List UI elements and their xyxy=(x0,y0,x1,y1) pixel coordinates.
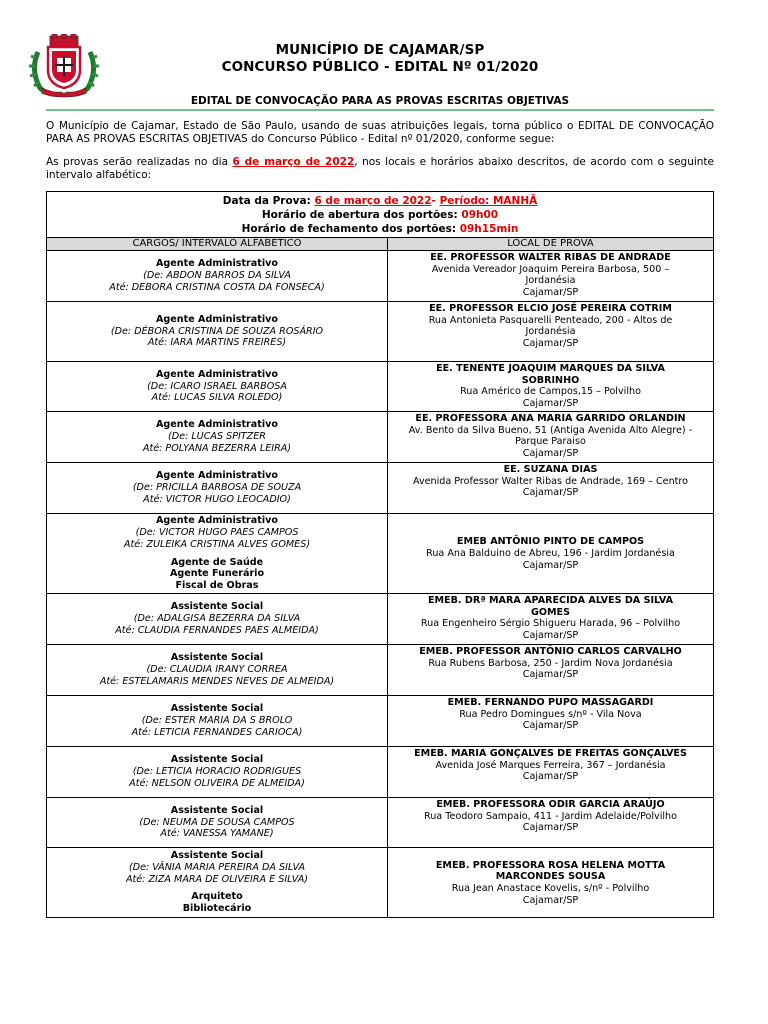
cargo-name: Assistente Social xyxy=(170,601,264,613)
school-name: EMEB ANTÔNIO PINTO DE CAMPOS xyxy=(456,536,645,548)
edital-heading: EDITAL DE CONVOCAÇÃO PARA AS PROVAS ESCRITAS OBJETIVAS xyxy=(190,95,570,107)
address-line: Jordanésia xyxy=(525,275,576,287)
cargo-cell xyxy=(47,362,388,412)
cargo-cell xyxy=(47,514,388,594)
cargo-cell xyxy=(47,798,388,848)
school-name: EMEB. PROFESSORA ODIR GARCIA ARAÚJO xyxy=(436,799,665,810)
municipal-coat-of-arms-icon xyxy=(28,34,100,98)
alphabetic-range: (De: ESTER MARIA DA S BROLO xyxy=(141,715,293,727)
school-name: EMEB. DRª MARA APARECIDA ALVES DA SILVA xyxy=(427,595,674,606)
closing-value: 09h15min xyxy=(459,223,519,235)
alphabetic-range: Até: POLYANA BEZERRA LEIRA) xyxy=(142,442,292,454)
page-title: MUNICÍPIO DE CAJAMAR/SP xyxy=(275,42,485,58)
address-line: Cajamar/SP xyxy=(522,669,579,681)
cargo-cell xyxy=(47,412,388,463)
alphabetic-range: Até: ESTELAMARIS MENDES NEVES DE ALMEIDA) xyxy=(99,675,335,687)
address-line: Rua Teodoro Sampaio, 411 - Jardim Adelaide/Polvilho xyxy=(423,810,678,822)
exam-date-line xyxy=(47,194,713,208)
cargo-name: Bibliotecário xyxy=(182,903,252,915)
local-cell xyxy=(388,798,714,848)
school-name: EMEB. PROFESSORA ROSA HELENA MOTTA xyxy=(435,859,666,871)
table-row xyxy=(47,848,714,918)
school-name: EMEB. PROFESSOR ANTÔNIO CARLOS CARVALHO xyxy=(419,646,682,657)
school-name: EE. TENENTE JOAQUIM MARQUES DA SILVA xyxy=(436,363,665,374)
table-row xyxy=(47,594,714,645)
address-line: Cajamar/SP xyxy=(522,448,579,460)
school-name: SOBRINHO xyxy=(521,374,580,386)
intro-paragraph: O Município de Cajamar, Estado de São Paulo, usando de suas atribuições legais, torna público o EDITAL DE CONVOCAÇÃO PARA AS PROVAS ESCRITAS OBJETIVAS do Concurso Público - Edital nº 01/2020, conforme segue: xyxy=(46,120,714,145)
local-cell xyxy=(388,412,714,463)
address-line: Avenida Professor Walter Ribas de Andrade, 169 – Centro xyxy=(412,475,689,487)
cargo-name: Agente Administrativo xyxy=(156,470,278,482)
alphabetic-range: Até: ZIZA MARA DE OLIVEIRA E SILVA) xyxy=(125,873,309,885)
exam-locations-table xyxy=(46,191,714,918)
local-cell xyxy=(388,848,714,918)
alphabetic-range: Até: LETICIA FERNANDES CARIOCA) xyxy=(131,726,303,738)
closing-label: Horário de fechamento dos portões: xyxy=(241,223,460,235)
table-row xyxy=(47,463,714,514)
alphabetic-range: (De: DÉBORA CRISTINA DE SOUZA ROSÁRIO xyxy=(110,325,324,337)
address-line: Av. Bento da Silva Bueno, 51 (Antiga Avenida Alto Alegre) - xyxy=(408,424,693,436)
local-cell xyxy=(388,302,714,362)
table-row xyxy=(47,362,714,412)
cargo-cell xyxy=(47,696,388,747)
school-name: EE. PROFESSOR ELCIO JOSÉ PEREIRA COTRIM xyxy=(429,303,672,314)
address-line: Rua Pedro Domingues s/nº - Vila Nova xyxy=(459,708,642,720)
school-name: EMEB. FERNANDO PUPO MASSAGARDI xyxy=(447,697,654,708)
local-cell xyxy=(388,362,714,412)
address-line: Rua Jean Anastace Kovelis, s/nº - Polvilho xyxy=(451,883,650,894)
cargo-name: Assistente Social xyxy=(170,703,264,715)
alphabetic-range: Até: NELSON OLIVEIRA DE ALMEIDA) xyxy=(129,777,305,789)
school-name: EE. SUZANA DIAS xyxy=(503,464,598,475)
cargo-cell xyxy=(47,747,388,798)
column-header-cargos: CARGOS/ INTERVALO ALFABÉTICO xyxy=(47,238,388,251)
address-line: Rua Antonieta Pasquarelli Penteado, 200 - Altos de xyxy=(428,314,673,326)
local-cell xyxy=(388,645,714,696)
address-line: Cajamar/SP xyxy=(522,559,579,571)
table-row xyxy=(47,514,714,594)
local-cell xyxy=(388,696,714,747)
local-cell xyxy=(388,747,714,798)
cargo-name: Assistente Social xyxy=(170,754,264,766)
heading-divider xyxy=(46,109,714,111)
alphabetic-range: Até: VICTOR HUGO LEOCADIO) xyxy=(143,493,291,505)
school-name: EE. PROFESSOR WALTER RIBAS DE ANDRADE xyxy=(430,252,671,263)
schedule-text-end: , nos locais e horários abaixo descritos, de acordo com o seguinte intervalo alfabético: xyxy=(46,156,714,181)
address-line: Cajamar/SP xyxy=(522,630,579,642)
cargo-cell xyxy=(47,594,388,645)
cargo-cell xyxy=(47,848,388,918)
page-subtitle: CONCURSO PÚBLICO - EDITAL Nº 01/2020 xyxy=(221,59,539,75)
address-line: Rua Américo de Campos,15 – Polvilho xyxy=(460,386,641,398)
alphabetic-range: Até: CLAUDIA FERNANDES PAES ALMEIDA) xyxy=(115,624,319,636)
date-dash: - xyxy=(431,195,440,207)
cargo-cell xyxy=(47,645,388,696)
cargo-cell xyxy=(47,251,388,302)
address-line: Parque Paraiso xyxy=(515,436,586,448)
closing-time-line xyxy=(47,222,713,236)
address-line: Cajamar/SP xyxy=(522,720,579,732)
alphabetic-range: (De: LETICIA HORACIO RODRIGUES xyxy=(132,766,302,778)
table-row xyxy=(47,251,714,302)
alphabetic-range: (De: PRICILLA BARBOSA DE SOUZA xyxy=(132,482,302,494)
school-name: EE. PROFESSORA ANA MARIA GARRIDO ORLANDIN xyxy=(415,413,686,424)
date-label: Data da Prova: xyxy=(222,195,315,207)
alphabetic-range: Até: ZULEIKA CRISTINA ALVES GOMES) xyxy=(123,538,311,550)
table-row xyxy=(47,696,714,747)
date-value: 6 de março de 2022 xyxy=(314,195,432,207)
address-line: Cajamar/SP xyxy=(522,338,579,350)
schedule-paragraph xyxy=(46,156,714,182)
cargo-cell xyxy=(47,463,388,514)
alphabetic-range: (De: ABDON BARROS DA SILVA xyxy=(143,270,291,282)
alphabetic-range: (De: ICARO ISRAEL BARBOSA xyxy=(147,380,287,392)
cargo-name: Agente Administrativo xyxy=(156,313,278,325)
column-header-local: LOCAL DE PROVA xyxy=(388,238,714,251)
address-line: Rua Ana Balduino de Abreu, 196 - Jardim Jordanésia xyxy=(426,548,675,560)
table-row xyxy=(47,412,714,463)
exam-info-header xyxy=(47,192,714,238)
local-cell xyxy=(388,594,714,645)
local-cell xyxy=(388,463,714,514)
cargo-name: Agente de Saúde xyxy=(170,556,264,568)
exam-date: 6 de março de 2022 xyxy=(232,156,355,168)
table-row xyxy=(47,302,714,362)
cargo-name: Fiscal de Obras xyxy=(175,579,259,591)
address-line: Avenida José Marques Ferreira, 367 – Jordanésia xyxy=(435,759,666,771)
local-cell xyxy=(388,514,714,594)
opening-label: Horário de abertura dos portões: xyxy=(261,209,462,221)
alphabetic-range: (De: ADALGISA BEZERRA DA SILVA xyxy=(133,613,301,625)
cargo-name: Assistente Social xyxy=(170,804,264,816)
cargo-name: Assistente Social xyxy=(170,652,264,664)
alphabetic-range: (De: VÂNIA MARIA PEREIRA DA SILVA xyxy=(128,861,306,873)
cargo-name: Arquiteto xyxy=(191,891,243,903)
address-line: Avenida Vereador Joaquim Pereira Barbosa, 500 – xyxy=(431,263,670,275)
cargo-name: Agente Funerário xyxy=(169,568,265,580)
cargo-name: Assistente Social xyxy=(170,850,264,862)
alphabetic-range: (De: CLAUDIA IRANY CORREA xyxy=(146,664,288,676)
period-label: Período: MANHÃ xyxy=(439,195,538,207)
table-row xyxy=(47,747,714,798)
cargo-name: Agente Administrativo xyxy=(156,258,278,270)
cargo-name: Agente Administrativo xyxy=(156,368,278,380)
alphabetic-range: Até: IARA MARTINS FREIRES) xyxy=(147,337,287,349)
school-name: GOMES xyxy=(530,606,571,618)
address-line: Cajamar/SP xyxy=(522,894,579,906)
cargo-cell xyxy=(47,302,388,362)
cargo-name: Agente Administrativo xyxy=(156,419,278,431)
alphabetic-range: (De: LUCAS SPITZER xyxy=(168,431,266,443)
local-cell xyxy=(388,251,714,302)
address-line: Cajamar/SP xyxy=(522,771,579,783)
address-line: Rua Rubens Barbosa, 250 - Jardim Nova Jordanésia xyxy=(428,657,673,669)
school-name: MARCONDES SOUSA xyxy=(495,871,606,883)
table-row xyxy=(47,645,714,696)
address-line: Cajamar/SP xyxy=(522,822,579,834)
alphabetic-range: (De: NEUMA DE SOUSA CAMPOS xyxy=(139,816,295,828)
alphabetic-range: Até: DEBORA CRISTINA COSTA DA FONSECA) xyxy=(109,281,325,293)
address-line: Jordanésia xyxy=(525,326,576,338)
address-line: Cajamar/SP xyxy=(522,398,579,410)
alphabetic-range: Até: VANESSA YAMANE) xyxy=(160,828,274,840)
alphabetic-range: Até: LUCAS SILVA ROLEDO) xyxy=(151,392,283,404)
alphabetic-range: (De: VICTOR HUGO PAES CAMPOS xyxy=(135,527,299,539)
cargo-name: Agente Administrativo xyxy=(156,515,278,527)
address-line: Rua Engenheiro Sérgio Shigueru Harada, 96 – Polvilho xyxy=(420,618,681,630)
schedule-text: As provas serão realizadas no dia xyxy=(46,156,233,168)
opening-time-line xyxy=(47,208,713,222)
opening-value: 09h00 xyxy=(461,209,499,221)
address-line: Cajamar/SP xyxy=(522,287,579,299)
school-name: EMEB. MARIA GONÇALVES DE FREITAS GONÇALVES xyxy=(414,748,687,759)
table-row xyxy=(47,798,714,848)
address-line: Cajamar/SP xyxy=(522,487,579,499)
